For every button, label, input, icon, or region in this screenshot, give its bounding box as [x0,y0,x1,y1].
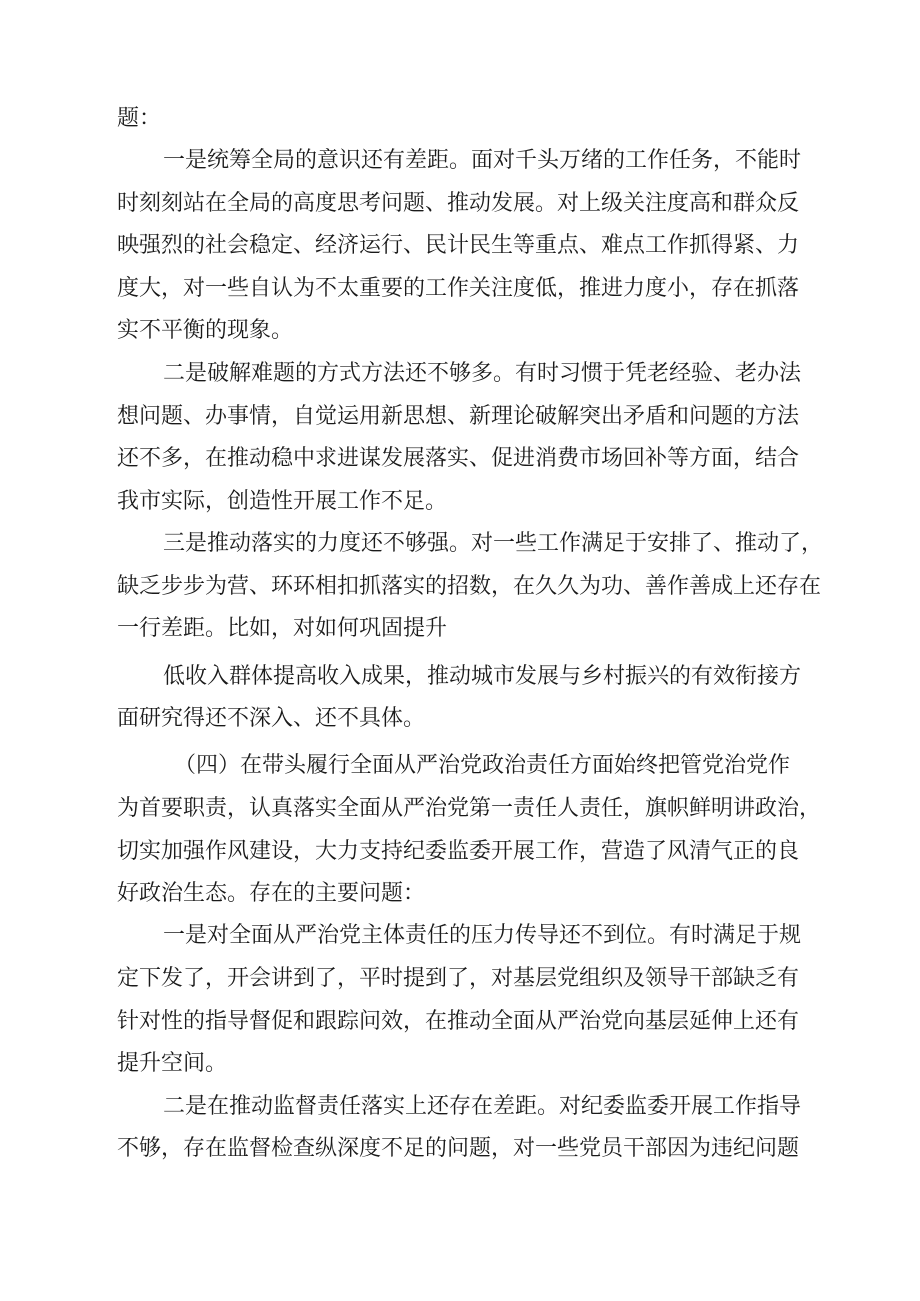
text-line: 针对性的指导督促和跟踪问效，在推动全面从严治党向基层延伸上还有 [117,1009,800,1034]
text-line: 一是对全面从严治党主体责任的压力传导还不到位。有时满足于规 [163,923,802,948]
text-line: 一是统筹全局的意识还有差距。面对千头万绪的工作任务，不能时 [163,148,802,173]
text-line: 二是在推动监督责任落实上还存在差距。对纪委监委开展工作指导 [163,1094,802,1119]
text-line: 时刻刻站在全局的高度思考问题、推动发展。对上级关注度高和群众反 [117,191,800,216]
text-line: 提升空间。 [117,1051,228,1076]
text-line: 三是推动落实的力度还不够强。对一些工作满足于安排了、推动了， [163,531,824,556]
text-line: 映强烈的社会稳定、经济运行、民计民生等重点、难点工作抓得紧、力 [117,233,800,258]
text-line: 还不多，在推动稳中求进谋发展落实、促进消费市场回补等方面，结合 [117,446,800,471]
text-line: 切实加强作风建设，大力支持纪委监委开展工作，营造了风清气正的良 [117,839,800,864]
text-line: 定下发了，开会讲到了，平时提到了，对基层党组织及领导干部缺乏有 [117,966,800,991]
text-line: 度大，对一些自认为不太重要的工作关注度低，推进力度小，存在抓落 [117,276,800,301]
text-line: 想问题、办事情，自觉运用新思想、新理论破解突出矛盾和问题的方法 [117,404,800,429]
text-line: 题： [117,106,162,131]
text-line: 面研究得还不深入、还不具体。 [117,706,426,731]
text-line: 低收入群体提高收入成果，推动城市发展与乡村振兴的有效衔接方 [163,664,802,689]
section-heading-line: （四）在带头履行全面从严治党政治责任方面始终把管党治党作 [174,753,791,778]
text-line: 实不平衡的现象。 [117,318,294,343]
text-line: 为首要职责，认真落实全面从严治党第一责任人责任，旗帜鲜明讲政治， [117,796,822,821]
text-line: 二是破解难题的方式方法还不够多。有时习惯于凭老经验、老办法 [163,361,802,386]
text-line: 缺乏步步为营、环环相扣抓落实的招数，在久久为功、善作善成上还存在 [117,574,822,599]
text-line: 不够，存在监督检查纵深度不足的问题，对一些党员干部因为违纪问题 [117,1136,800,1161]
text-line: 好政治生态。存在的主要问题： [117,881,426,906]
text-line: 一行差距。比如，对如何巩固提升 [117,616,448,641]
text-line: 我市实际，创造性开展工作不足。 [117,489,448,514]
